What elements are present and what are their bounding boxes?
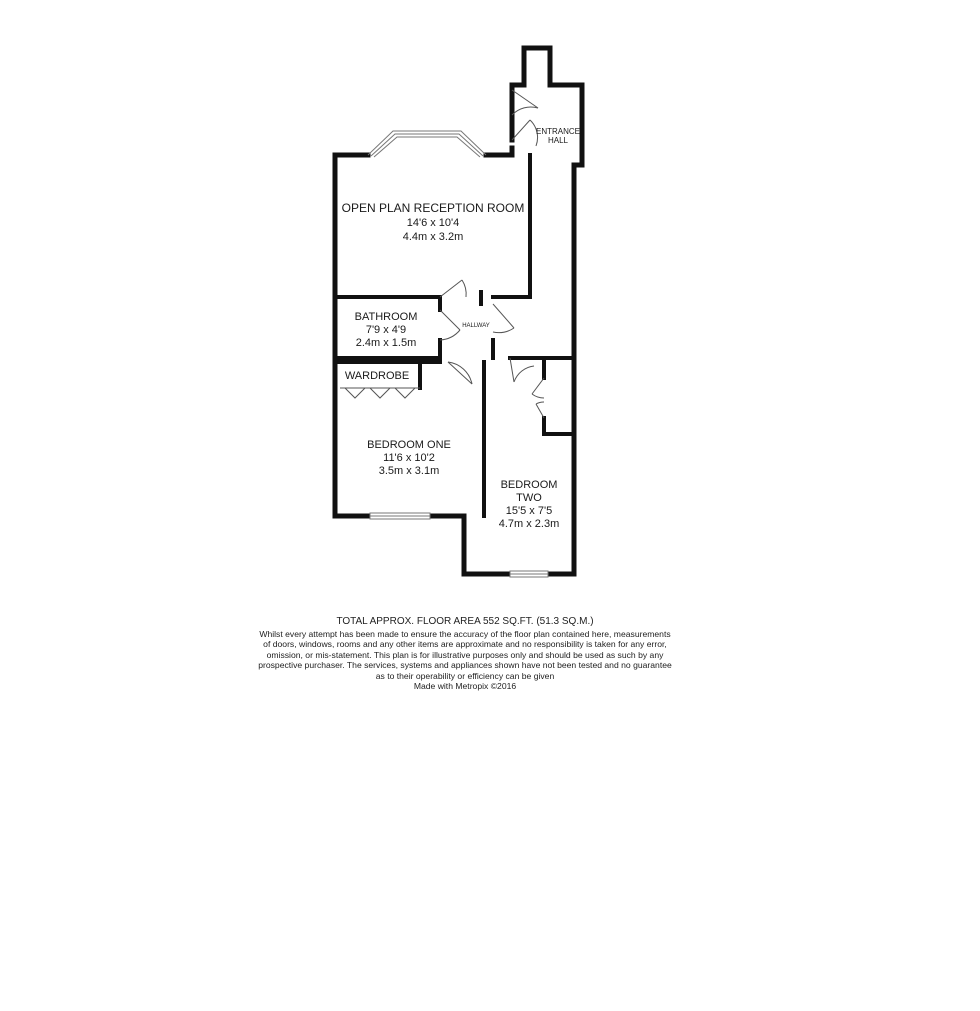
wardrobe-label: WARDROBE — [344, 370, 410, 382]
bathroom-name: BATHROOM — [354, 311, 418, 323]
hallway-label: HALLWAY — [462, 323, 490, 329]
entrance-hall-label-2: HALL — [547, 136, 569, 145]
disclaimer-line-3: omission, or mis-statement. This plan is for illustrative purposes only and should be used as such by any — [266, 649, 664, 660]
disclaimer-line-4: prospective purchaser. The services, systems and appliances shown have not been tested and no guarantee — [258, 660, 672, 670]
bedroom-two-metric: 4.7m x 2.3m — [498, 518, 560, 530]
bedroom-two-name-2: TWO — [516, 492, 542, 504]
reception-room-imperial: 14'6 x 10'4 — [406, 217, 460, 229]
disclaimer-line-2: of doors, windows, rooms and any other items are approximate and no responsibility is taken for any error, — [263, 639, 667, 649]
bedroom-two-name-1: BEDROOM — [500, 479, 558, 491]
bedroom-two-imperial: 15'5 x 7'5 — [505, 505, 553, 517]
room-labels — [342, 127, 580, 530]
reception-room-metric: 4.4m x 3.2m — [402, 231, 464, 243]
disclaimer-line-5: as to their operability or efficiency can be given — [375, 670, 555, 681]
entrance-tower-wall — [512, 48, 582, 165]
reception-room-name: OPEN PLAN RECEPTION ROOM — [341, 201, 525, 215]
metropix-credit: Made with Metropix ©2016 — [413, 681, 517, 691]
bathroom-imperial: 7'9 x 4'9 — [365, 324, 407, 336]
bedroom-one-name: BEDROOM ONE — [367, 439, 451, 451]
total-floor-area: TOTAL APPROX. FLOOR AREA 552 SQ.FT. (51.3 SQ.M.) — [336, 616, 594, 627]
disclaimer-line-1: Whilst every attempt has been made to ensure the accuracy of the floor plan contained here, measurements — [259, 628, 671, 639]
bedroom-one-imperial: 11'6 x 10'2 — [383, 452, 435, 464]
reception-top-right-wall — [486, 148, 512, 155]
bathroom-metric: 2.4m x 1.5m — [355, 337, 417, 349]
bay-window — [368, 131, 486, 157]
entrance-hall-label-1: ENTRANCE — [535, 127, 581, 136]
floor-plan-footer — [200, 617, 730, 692]
bedroom-one-metric: 3.5m x 3.1m — [378, 465, 440, 477]
